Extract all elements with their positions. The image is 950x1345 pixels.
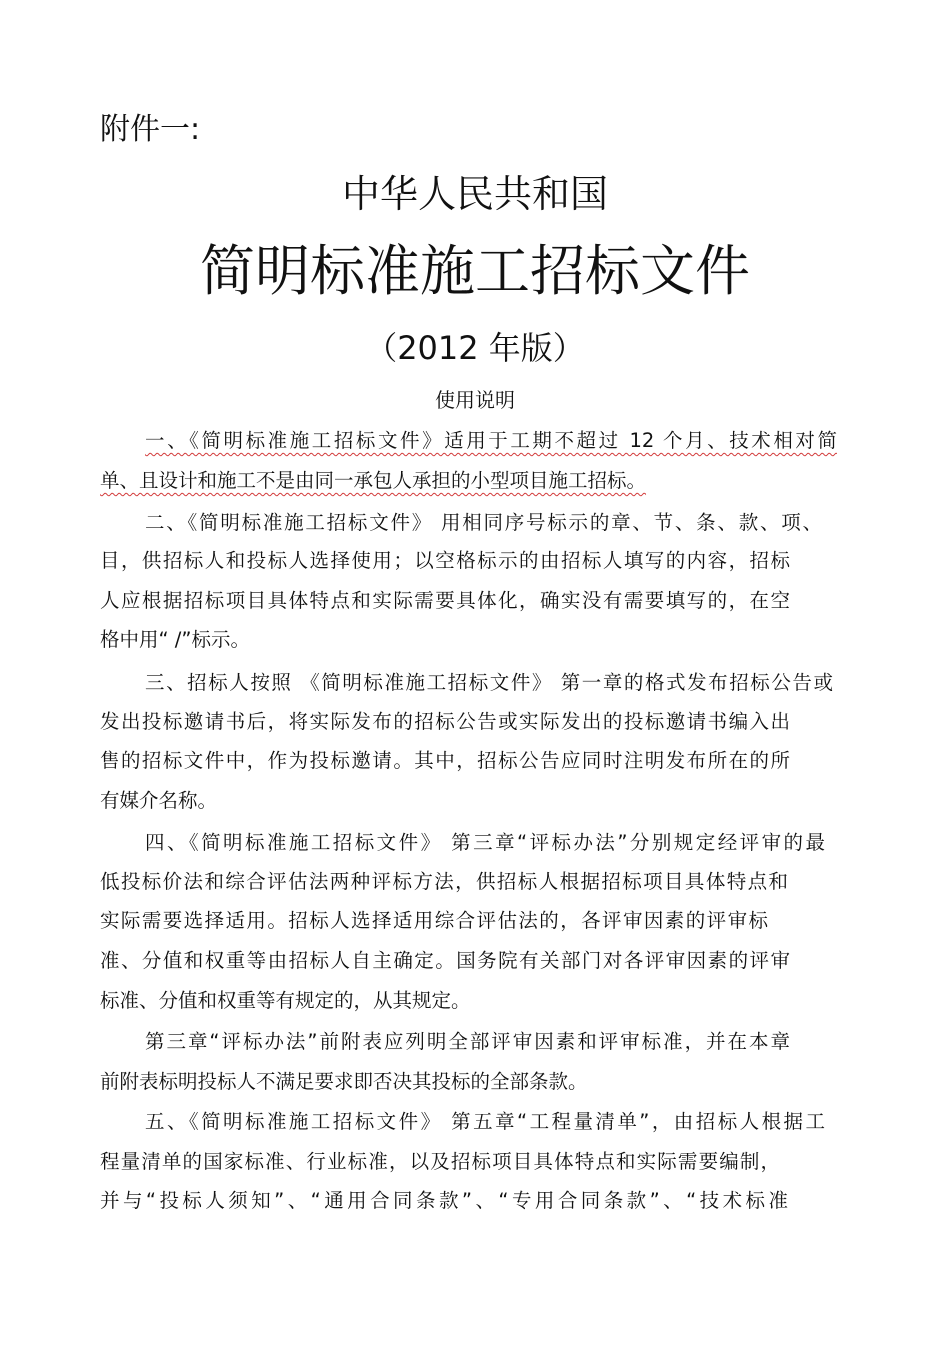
- paragraph-line: 有媒介名称。: [100, 789, 218, 812]
- paragraph-line: 五、《简明标准施工招标文件》 第五章“工程量清单”，由招标人根据工: [145, 1110, 825, 1133]
- paragraph-line: 三、招标人按照 《简明标准施工招标文件》 第一章的格式发布招标公告或: [145, 671, 833, 694]
- country-title: 中华人民共和国: [341, 172, 608, 216]
- paragraph-line: 并与“投标人须知”、“通用合同条款”、“专用合同条款”、“技术标准: [100, 1189, 788, 1212]
- paragraph-line: 准、分值和权重等由招标人自主确定。国务院有关部门对各评审因素的评审: [100, 949, 790, 972]
- usage-instructions-heading: 使用说明: [435, 388, 515, 412]
- paragraph-line: 标准、分值和权重等有规定的，从其规定。: [100, 989, 471, 1012]
- paragraph-line: 前附表标明投标人不满足要求即否决其投标的全部条款。: [100, 1070, 588, 1093]
- paragraph-line: 格中用“ /”标示。: [100, 628, 250, 651]
- paragraph-line: 四、《简明标准施工招标文件》 第三章“评标办法”分别规定经评审的最: [145, 831, 825, 854]
- paragraph-line: 二、《简明标准施工招标文件》 用相同序号标示的章、节、条、款、项、: [145, 511, 822, 534]
- document-title: 简明标准施工招标文件: [199, 239, 750, 303]
- paragraph-line: 低投标价法和综合评估法两种评标方法，供招标人根据招标项目具体特点和: [100, 870, 788, 893]
- paragraph-line: 单、且设计和施工不是由同一承包人承担的小型项目施工招标。: [100, 469, 647, 492]
- paragraph-line: 程量清单的国家标准、行业标准，以及招标项目具体特点和实际需要编制，: [100, 1150, 780, 1173]
- attachment-label: 附件一:: [100, 112, 201, 147]
- paragraph-line: 人应根据招标项目具体特点和实际需要具体化，确实没有需要填写的，在空: [100, 589, 790, 612]
- paragraph-line: 第三章“评标办法”前附表应列明全部评审因素和评审标准，并在本章: [145, 1030, 790, 1053]
- paragraph-line: 实际需要选择适用。招标人选择适用综合评估法的，各评审因素的评审标: [100, 909, 768, 932]
- paragraph-line: 售的招标文件中，作为投标邀请。其中，招标公告应同时注明发布所在的所: [100, 749, 790, 772]
- paragraph-line: 目，供招标人和投标人选择使用；以空格标示的由招标人填写的内容，招标: [100, 549, 790, 572]
- paragraph-line: 发出投标邀请书后，将实际发布的招标公告或实际发出的投标邀请书编入出: [100, 710, 790, 733]
- edition-label: （2012 年版）: [365, 329, 585, 367]
- paragraph-line: 一、《简明标准施工招标文件》适用于工期不超过 12 个月、技术相对简: [145, 429, 837, 452]
